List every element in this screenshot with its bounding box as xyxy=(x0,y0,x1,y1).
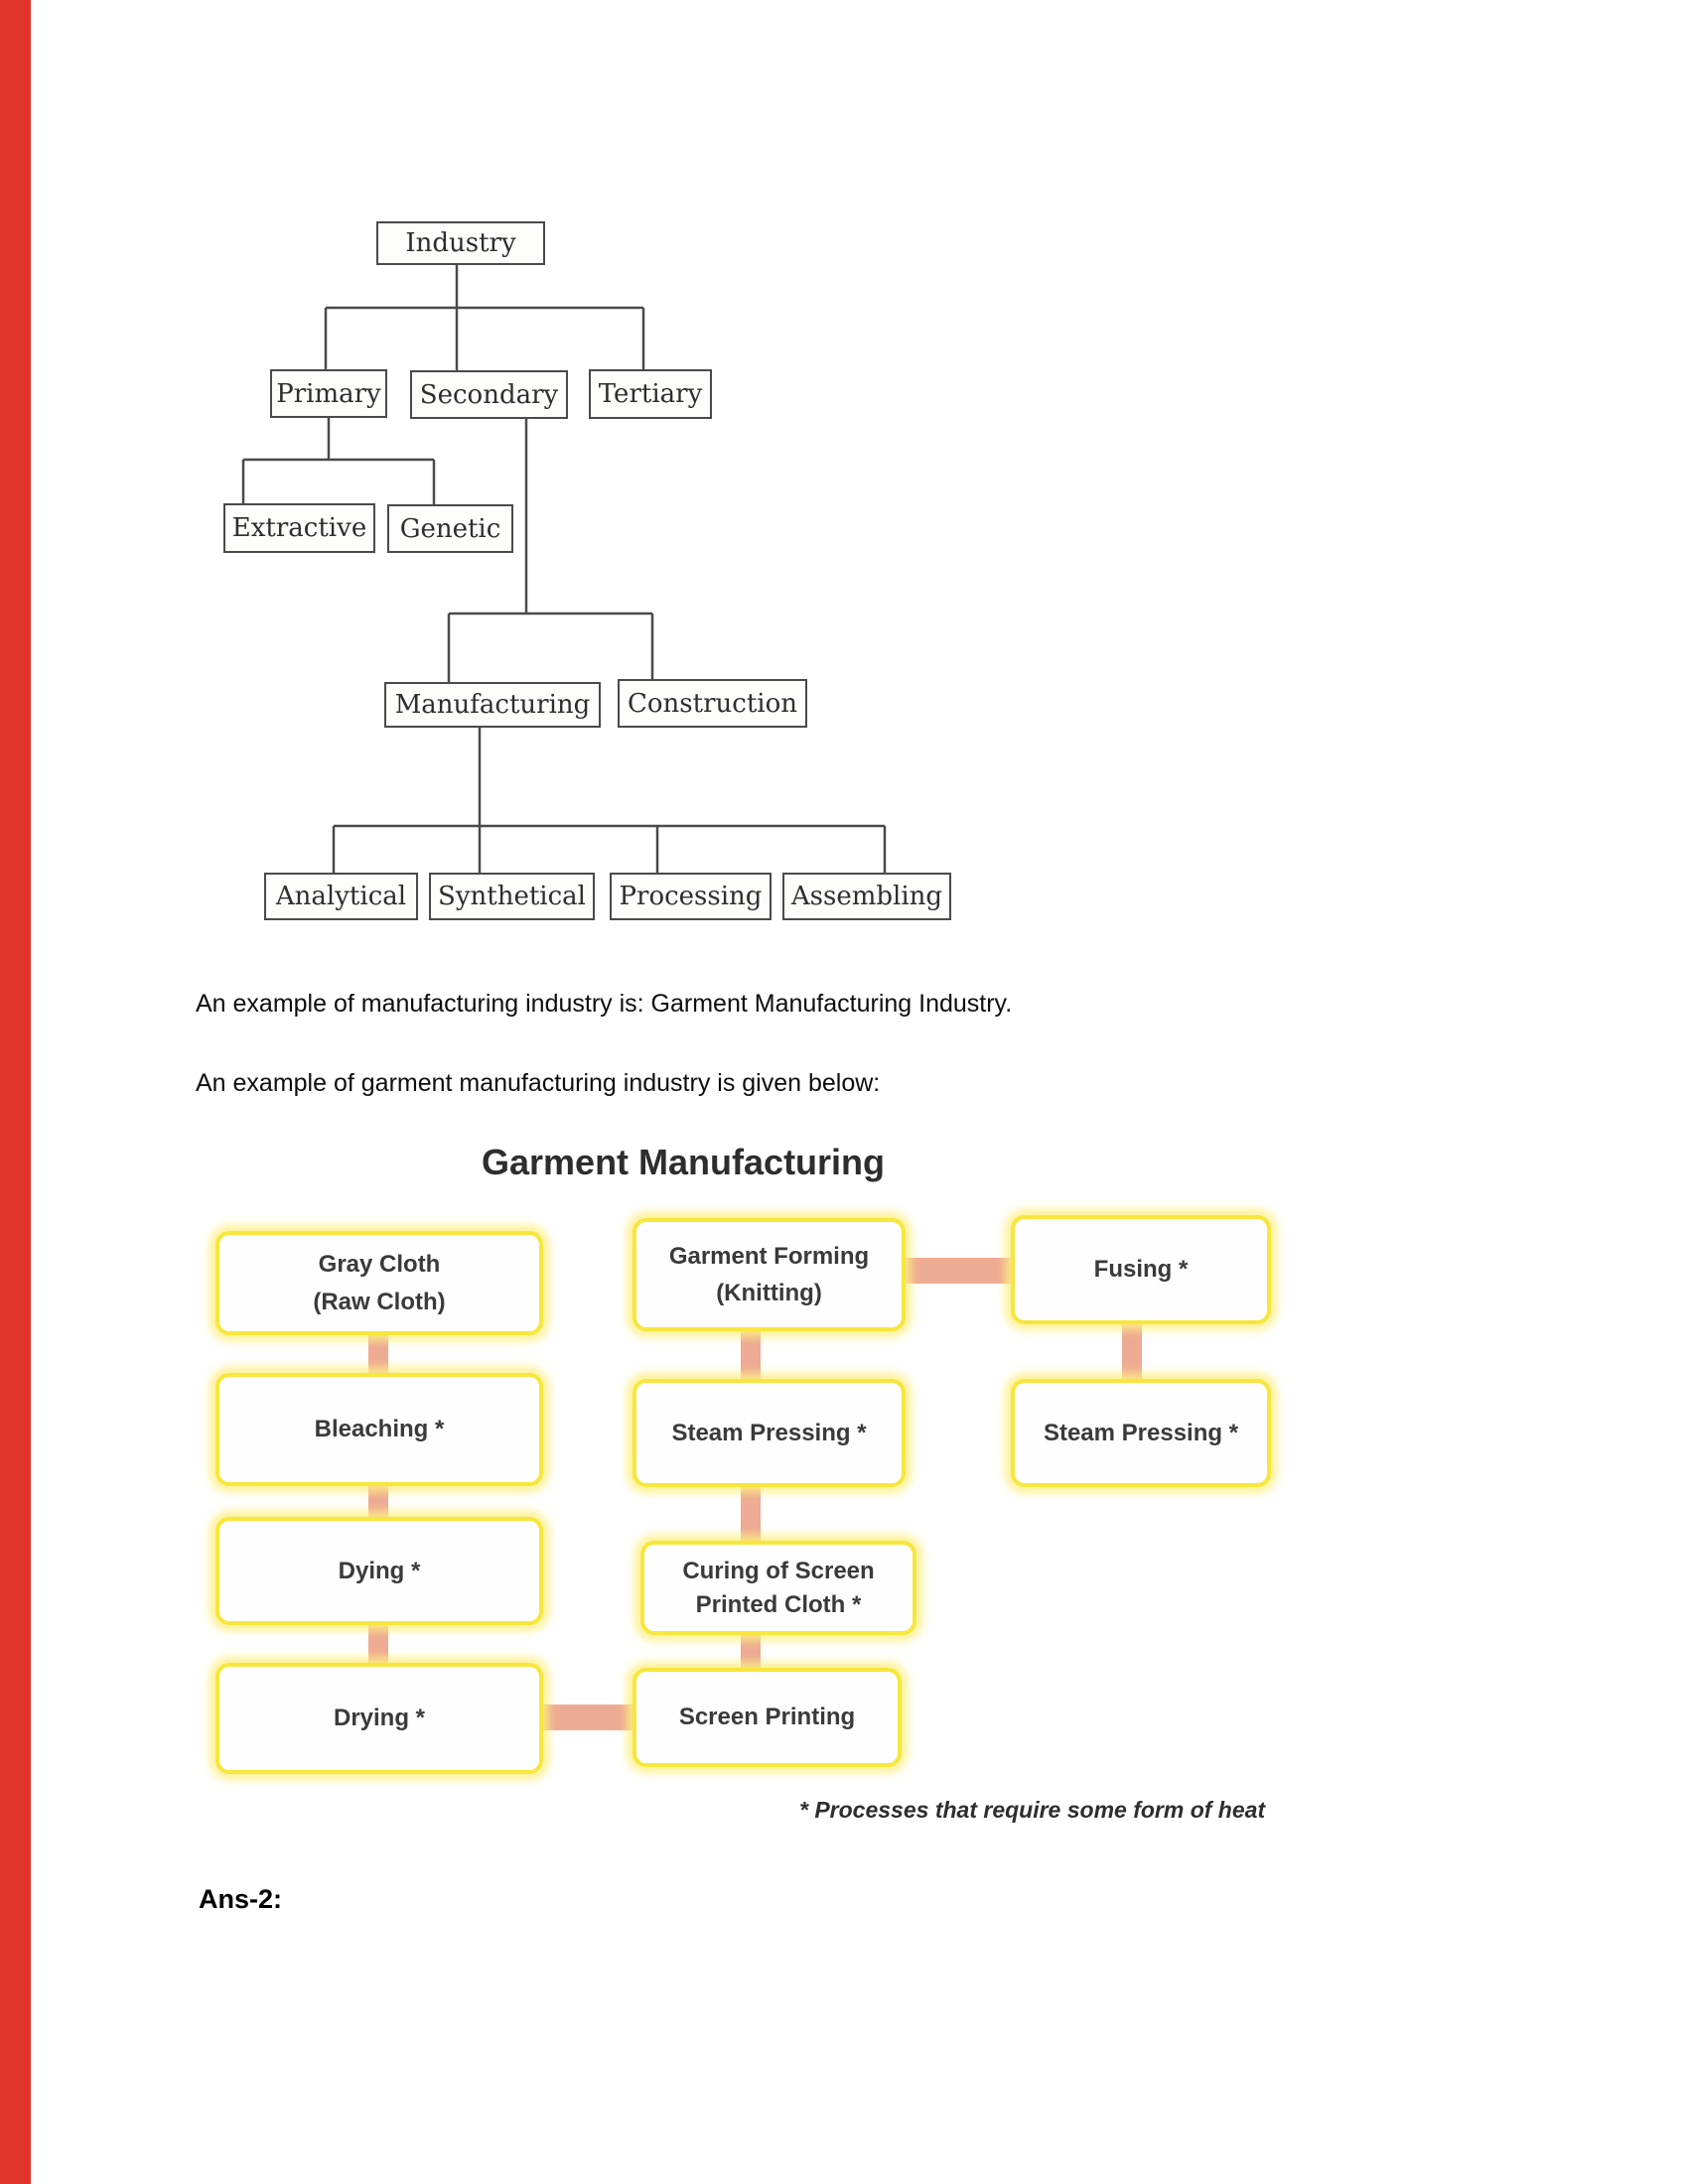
flow-connector-bleaching-dying xyxy=(368,1481,388,1521)
flow-box-steam-pressing-middle xyxy=(633,1379,906,1487)
tree-node-assembling: Assembling xyxy=(782,873,951,920)
paragraph-garment-example: An example of garment manufacturing industry is given below: xyxy=(196,1069,881,1097)
flow-box-screen-printing xyxy=(633,1668,902,1767)
flow-box-label: Garment Forming xyxy=(668,1242,870,1270)
tree-node-genetic: Genetic xyxy=(387,504,513,553)
flow-connector-steampressing-curing xyxy=(741,1482,761,1546)
flow-connector-forming-fusing xyxy=(902,1258,1015,1284)
flow-box-label: Fusing * xyxy=(1093,1256,1189,1284)
flow-box-dying xyxy=(215,1517,543,1625)
tree-node-industry: Industry xyxy=(376,221,545,265)
flow-box-label: Steam Pressing * xyxy=(671,1419,867,1446)
flow-box-label: Gray Cloth xyxy=(318,1251,441,1279)
flowchart-title: Garment Manufacturing xyxy=(482,1142,886,1182)
flow-connector-dying-drying xyxy=(368,1620,388,1668)
flow-box-label: Printed Cloth * xyxy=(695,1590,862,1618)
flow-box-label: Drying * xyxy=(333,1705,425,1732)
tree-node-tertiary: Tertiary xyxy=(589,369,712,419)
flow-box-label: Bleaching * xyxy=(314,1416,445,1443)
flow-box-drying xyxy=(215,1663,543,1774)
tree-node-construction: Construction xyxy=(618,679,807,728)
flow-box-curing xyxy=(640,1541,916,1635)
flow-box-label: Screen Printing xyxy=(678,1704,856,1731)
flowchart-footnote: * Processes that require some form of heat xyxy=(799,1797,1266,1823)
tree-node-analytical: Analytical xyxy=(264,873,418,920)
flow-box-label: Steam Pressing * xyxy=(1043,1419,1239,1446)
tree-node-primary: Primary xyxy=(270,369,387,418)
tree-node-processing: Processing xyxy=(610,873,772,920)
flow-box-label: (Knitting) xyxy=(716,1280,822,1306)
flow-connector-fusing-steampressing xyxy=(1122,1320,1142,1384)
paragraph-manufacturing-example: An example of manufacturing industry is: Garment Manufacturing Industry. xyxy=(196,990,1013,1018)
flow-box-gray-cloth xyxy=(215,1231,543,1335)
flow-box-label: Dying * xyxy=(338,1557,421,1584)
flow-box-label: Curing of Screen xyxy=(682,1557,875,1584)
tree-node-synthetical: Synthetical xyxy=(429,873,595,920)
tree-node-manufacturing: Manufacturing xyxy=(384,682,601,728)
flow-connector-forming-steampressing xyxy=(741,1326,761,1384)
flow-box-steam-pressing-right xyxy=(1011,1379,1271,1487)
flow-box-bleaching xyxy=(215,1373,543,1486)
flow-box-label: (Raw Cloth) xyxy=(313,1288,446,1315)
answer-label: Ans-2: xyxy=(199,1884,283,1914)
tree-node-extractive: Extractive xyxy=(223,503,375,553)
flow-connector-curing-screenprinting xyxy=(741,1630,761,1673)
flow-box-fusing xyxy=(1011,1215,1271,1324)
flow-box-garment-forming xyxy=(633,1218,906,1331)
tree-node-secondary: Secondary xyxy=(410,370,568,419)
flow-connector-graycloth-bleaching xyxy=(368,1330,388,1378)
flow-connector-drying-screenprinting xyxy=(539,1705,636,1730)
